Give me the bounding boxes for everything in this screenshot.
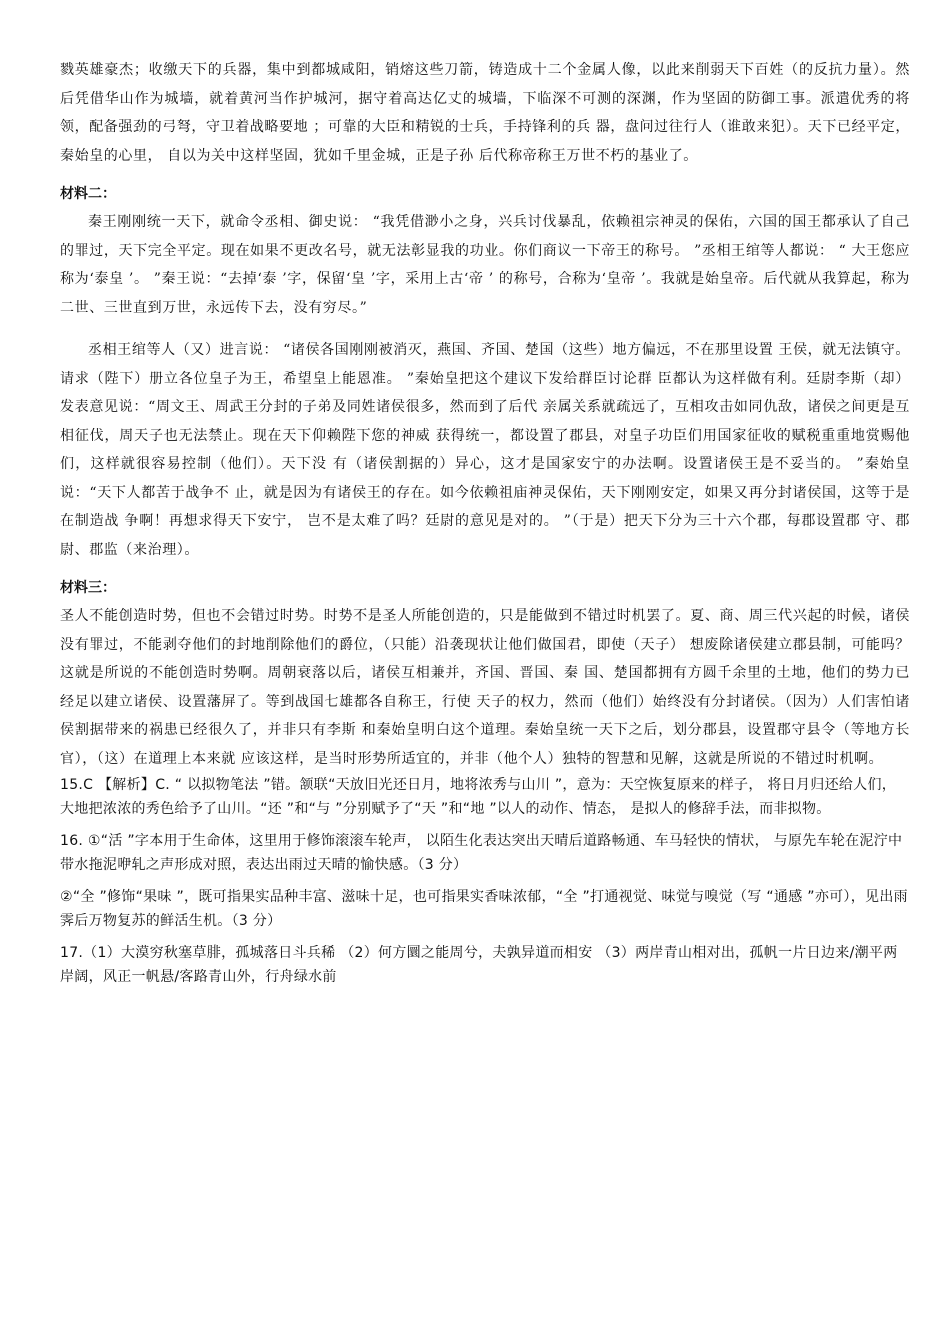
material2-paragraph-1: 秦王刚刚统一天下，就命令丞相、御史说： “我凭借渺小之身，兴兵讨伐暴乱，依赖祖宗神灵的保佑，六国的国王都承认了自己的罪过，天下完全平定。现在如果不更改名号，就无法彰显我的功业。你们商议一下帝王的称号。 ”丞相王绾等人都说： “ 大王您应称为‘泰皇 ’。 ”秦王说：“去掉‘泰 ’字，保留‘皇 ’字，采用上古‘帝 ’ 的称号，合称为‘皇帝 ’。我就是始皇帝。后代就从我算起，称为二世、三世直到万世，永远传下去，没有穷尽。” <box>60 214 910 316</box>
material3-paragraph: 圣人不能创造时势，但也不会错过时势。时势不是圣人所能创造的，只是能做到不错过时机罢了。夏、商、周三代兴起的时候，诸侯没有罪过，不能剥夺他们的封地削除他们的爵位，（只能）沿袭现状让他们做国君，即使（天子） 想废除诸侯建立郡县制，可能吗？这就是所说的不能创造时势啊。周朝衰落以后，诸侯互相兼并，齐国、晋国、秦 国、楚国都拥有方圆千余里的土地，他们的势力已经足以建立诸侯、设置藩屏了。等到战国七雄都各自称王，行使 天子的权力，然而（他们）始终没有分封诸侯。（因为）人们害怕诸侯割据带来的祸患已经很久了，并非只有李斯 和秦始皇明白这个道理。秦始皇统一天下之后，划分郡县，设置郡守县令（等地方长官），（这）在道理上本来就 应该这样，是当时形势所适宜的，并非（他个人）独特的智慧和见解，这就是所说的不错过时机啊。 <box>60 608 910 767</box>
document-page <box>60 56 910 989</box>
answer-16-part1: 16. ①“活 ”字本用于生命体，这里用于修饰滚滚车轮声， 以陌生化表达突出天晴后道路畅通、车马轻快的情状， 与原先车轮在泥泞中带水拖泥咿轧之声形成对照，表达出雨过天晴的愉快感。（3 分） <box>60 833 903 873</box>
material2-paragraph-2: 丞相王绾等人（又）进言说： “诸侯各国刚刚被消灭，燕国、齐国、楚国（这些）地方偏远，不在那里设置 王侯，就无法镇守。请求（陛下）册立各位皇子为王，希望皇上能恩准。 ”秦始皇把这个建议下发给群臣讨论群 臣都认为这样做有利。廷尉李斯（却）发表意见说：“周文王、周武王分封的子弟及同姓诸侯很多，然而到了后代 亲属关系就疏远了，互相攻击如同仇敌，诸侯之间更是互相征伐，周天子也无法禁止。现在天下仰赖陛下您的神威 获得统一，都设置了郡县，对皇子功臣们用国家征收的赋税重重地赏赐他们，这样就很容易控制（他们）。天下没 有（诸侯割据的）异心，这才是国家安宁的办法啊。设置诸侯王是不妥当的。 ”秦始皇说：“天下人都苦于战争不 止，就是因为有诸侯王的存在。如今依赖祖庙神灵保佑，天下刚刚安定，如果又再分封诸侯国，这等于是在制造战 争啊！再想求得天下安宁， 岂不是太难了吗？廷尉的意见是对的。 ”（于是）把天下分为三十六个郡，每郡设置郡 守、郡尉、郡监（来治理）。 <box>60 342 910 558</box>
material3-heading: 材料三： <box>60 580 116 596</box>
answer-15: 15.C 【解析】C. “ 以拟物笔法 ”错。颔联“天放旧光还日月，地将浓秀与山川 ”，意为：天空恢复原来的样子， 将日月归还给人们，大地把浓浓的秀色给予了山川。“还 ”和“与 ”分别赋予了“天 ”和“地 ”以人的动作、情态， 是拟人的修辞手法，而非拟物。 <box>60 777 897 817</box>
answer-17: 17.（1）大漠穷秋塞草腓，孤城落日斗兵稀 （2）何方圜之能周兮，夫孰异道而相安 （3）两岸青山相对出，孤帆一片日边来/潮平两岸阔，风正一帆悬/客路青山外，行舟绿水前 <box>60 945 898 985</box>
material1-paragraph: 戮英雄豪杰；收缴天下的兵器，集中到都城咸阳，销熔这些刀箭，铸造成十二个金属人像，以此来削弱天下百姓（的反抗力量）。然后凭借华山作为城墙，就着黄河当作护城河，据守着高达亿丈的城墙，下临深不可测的深渊，作为坚固的防御工事。派遣优秀的将领，配备强劲的弓弩，守卫着战略要地 ；可靠的大臣和精锐的士兵，手持锋利的兵 器，盘问过往行人（谁敢来犯）。天下已经平定，秦始皇的心里， 自以为关中这样坚固，犹如千里金城，正是子孙 后代称帝称王万世不朽的基业了。 <box>60 62 910 164</box>
material2-heading: 材料二： <box>60 186 116 202</box>
answer-16-part2: ②“全 ”修饰“果味 ”，既可指果实品种丰富、滋味十足，也可指果实香味浓郁，“全 ”打通视觉、味觉与嗅觉（写 “通感 ”亦可），见出雨霁后万物复苏的鲜活生机。（3 分） <box>60 889 908 929</box>
